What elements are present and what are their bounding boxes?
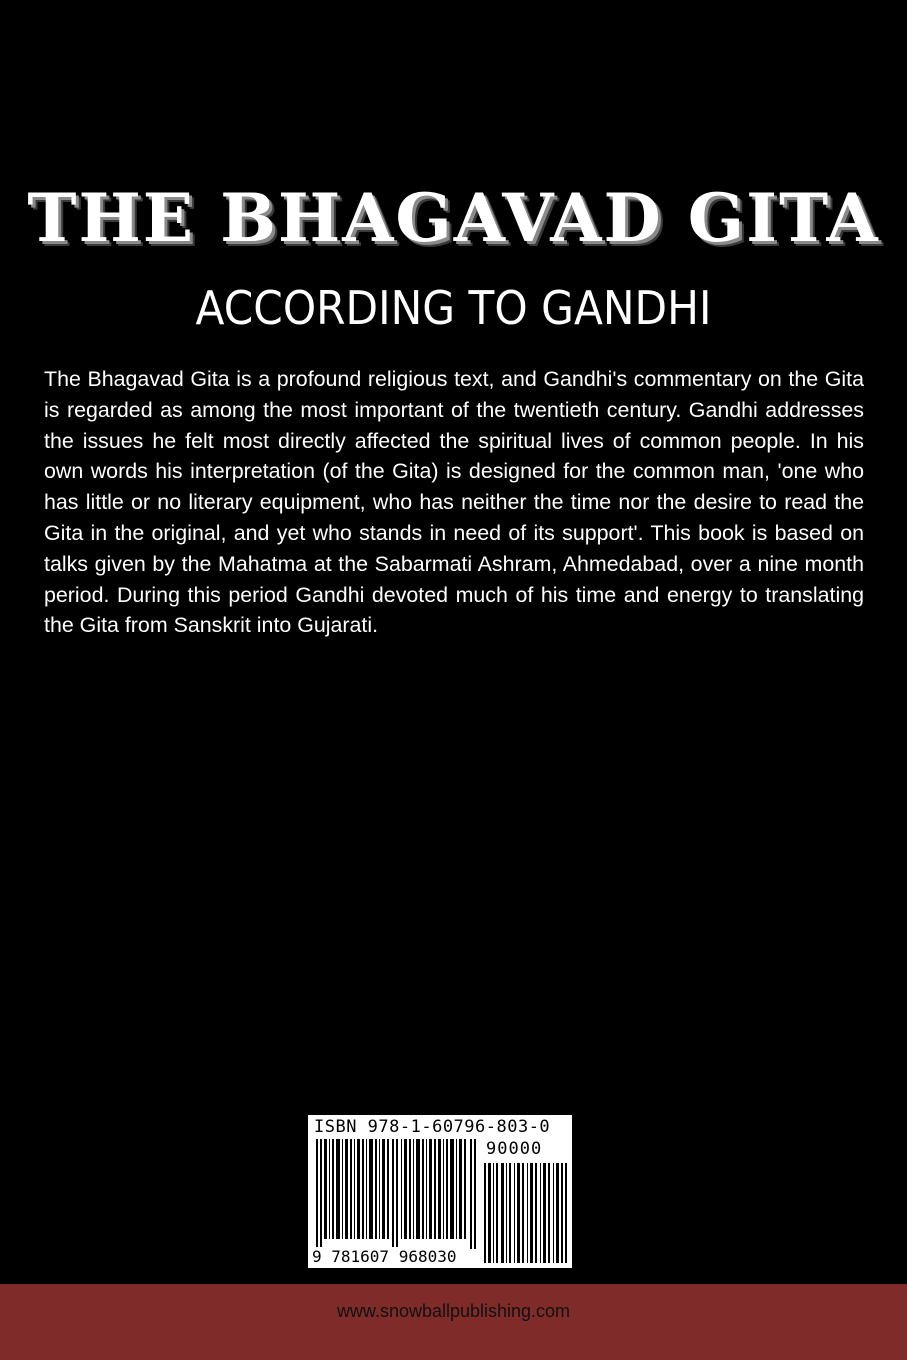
barcode-bars-icon: [316, 1139, 478, 1249]
book-title: THE BHAGAVAD GITA: [27, 179, 880, 257]
book-subtitle: ACCORDING TO GANDHI: [195, 281, 712, 335]
barcode-addon-digits: 90000: [486, 1139, 543, 1159]
isbn-barcode: [308, 1115, 572, 1268]
publisher-url: www.snowballpublishing.com: [336, 1301, 571, 1321]
book-description: The Bhagavad Gita is a profound religious text, and Gandhi's commentary on the Gita is regarded as among the most important of the twentieth century. Gandhi addresses the issues he felt most directly affected the spiritual lives of common people. In his own words his interpretation (of the Gita) is designed for the common man, 'one who has little or no literary equipment, who has neither the time nor the desire to read the Gita in the original, and yet who stands in need of its support'. This book is based on talks given by the Mahatma at the Sabarmati Ashram, Ahmedabad, over a nine month period. During this period Gandhi devoted much of his time and energy to translating the Gita from Sanskrit into Gujarati.: [44, 367, 864, 638]
ean-digits: 9 781607 968030: [312, 1247, 457, 1266]
isbn-number: ISBN 978-1-60796-803-0: [314, 1117, 551, 1137]
addon-bars-icon: [484, 1163, 568, 1263]
